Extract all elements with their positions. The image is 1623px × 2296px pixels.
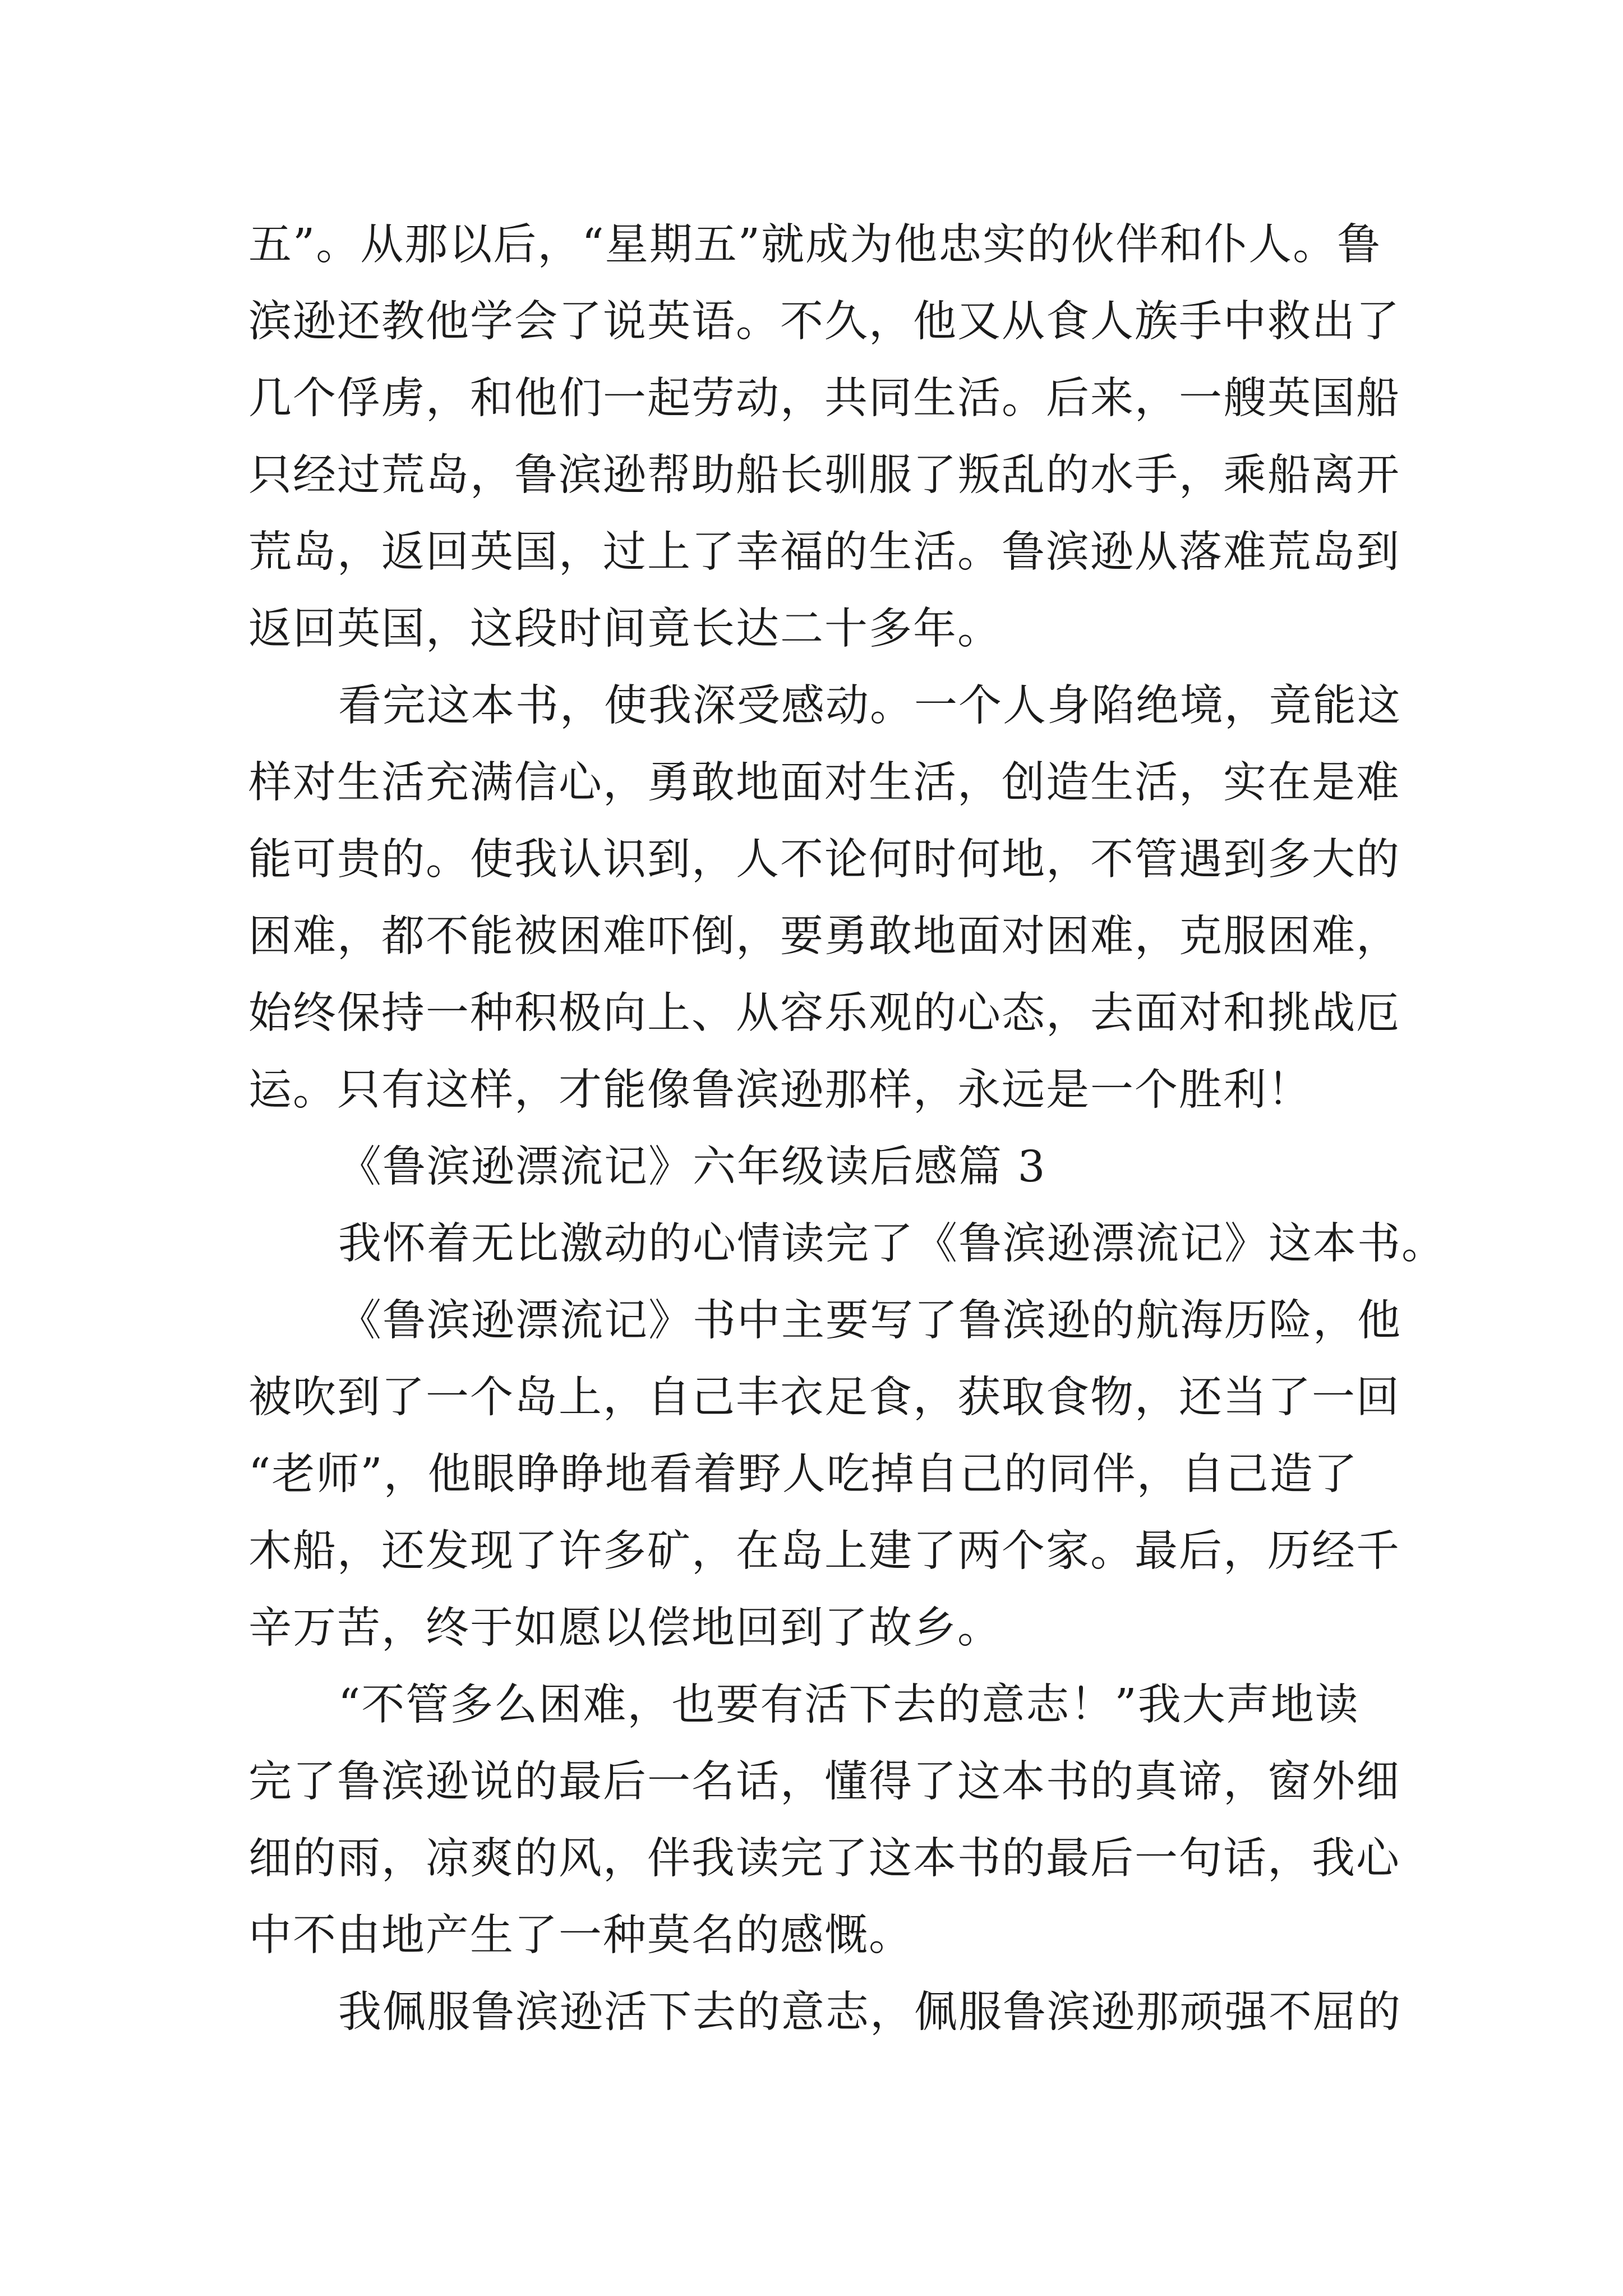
text-line: 能可贵的。使我认识到，人不论何时何地，不管遇到多大的: [248, 835, 1400, 885]
text-line: 样对生活充满信心，勇敢地面对生活，创造生活，实在是难: [248, 758, 1400, 808]
text-line: 五”。从那以后，“星期五”就成为他忠实的伙伴和仆人。鲁: [248, 220, 1382, 270]
text-line: 辛万苦，终于如愿以偿地回到了故乡。: [248, 1603, 1002, 1653]
text-line: 我怀着无比激动的心情读完了《鲁滨逊漂流记》这本书。: [338, 1219, 1446, 1269]
text-line: 困难，都不能被困难吓倒，要勇敢地面对困难，克服困难，: [248, 912, 1400, 961]
text-line: 只经过荒岛，鲁滨逊帮助船长驯服了叛乱的水手，乘船离开: [248, 450, 1400, 500]
text-line: “老师”，他眼睁睁地看着野人吃掉自己的同伴，自己造了: [248, 1450, 1358, 1499]
text-line: 完了鲁滨逊说的最后一名话，懂得了这本书的真谛，窗外细: [248, 1757, 1400, 1807]
text-line: 《鲁滨逊漂流记》六年级读后感篇 3: [338, 1142, 1046, 1192]
text-line: 滨逊还教他学会了说英语。不久，他又从食人族手中救出了: [248, 297, 1400, 347]
text-line: 我佩服鲁滨逊活下去的意志，佩服鲁滨逊那顽强不屈的: [338, 1987, 1401, 2037]
document-body: [248, 206, 1446, 2051]
text-line: 几个俘虏，和他们一起劳动，共同生活。后来，一艘英国船: [248, 374, 1400, 424]
text-line: 运。只有这样，才能像鲁滨逊那样，永远是一个胜利！: [248, 1065, 1312, 1115]
text-line: 被吹到了一个岛上，自己丰衣足食，获取食物，还当了一回: [248, 1373, 1400, 1423]
text-line: 始终保持一种积极向上、从容乐观的心态，去面对和挑战厄: [248, 988, 1400, 1038]
text-line: 看完这本书，使我深受感动。一个人身陷绝境，竟能这: [338, 681, 1401, 731]
text-line: 细的雨，凉爽的风，伴我读完了这本书的最后一句话，我心: [248, 1834, 1400, 1884]
text-line: 荒岛，返回英国，过上了幸福的生活。鲁滨逊从落难荒岛到: [248, 527, 1400, 577]
text-line: 返回英国，这段时间竟长达二十多年。: [248, 604, 1002, 654]
text-line: 中不由地产生了一种莫名的感慨。: [248, 1911, 913, 1961]
text-line: 《鲁滨逊漂流记》书中主要写了鲁滨逊的航海历险，他: [338, 1296, 1401, 1346]
text-line: “不管多么困难，也要有活下去的意志！”我大声地读: [338, 1680, 1359, 1730]
text-line: 木船，还发现了许多矿，在岛上建了两个家。最后，历经千: [248, 1526, 1400, 1576]
